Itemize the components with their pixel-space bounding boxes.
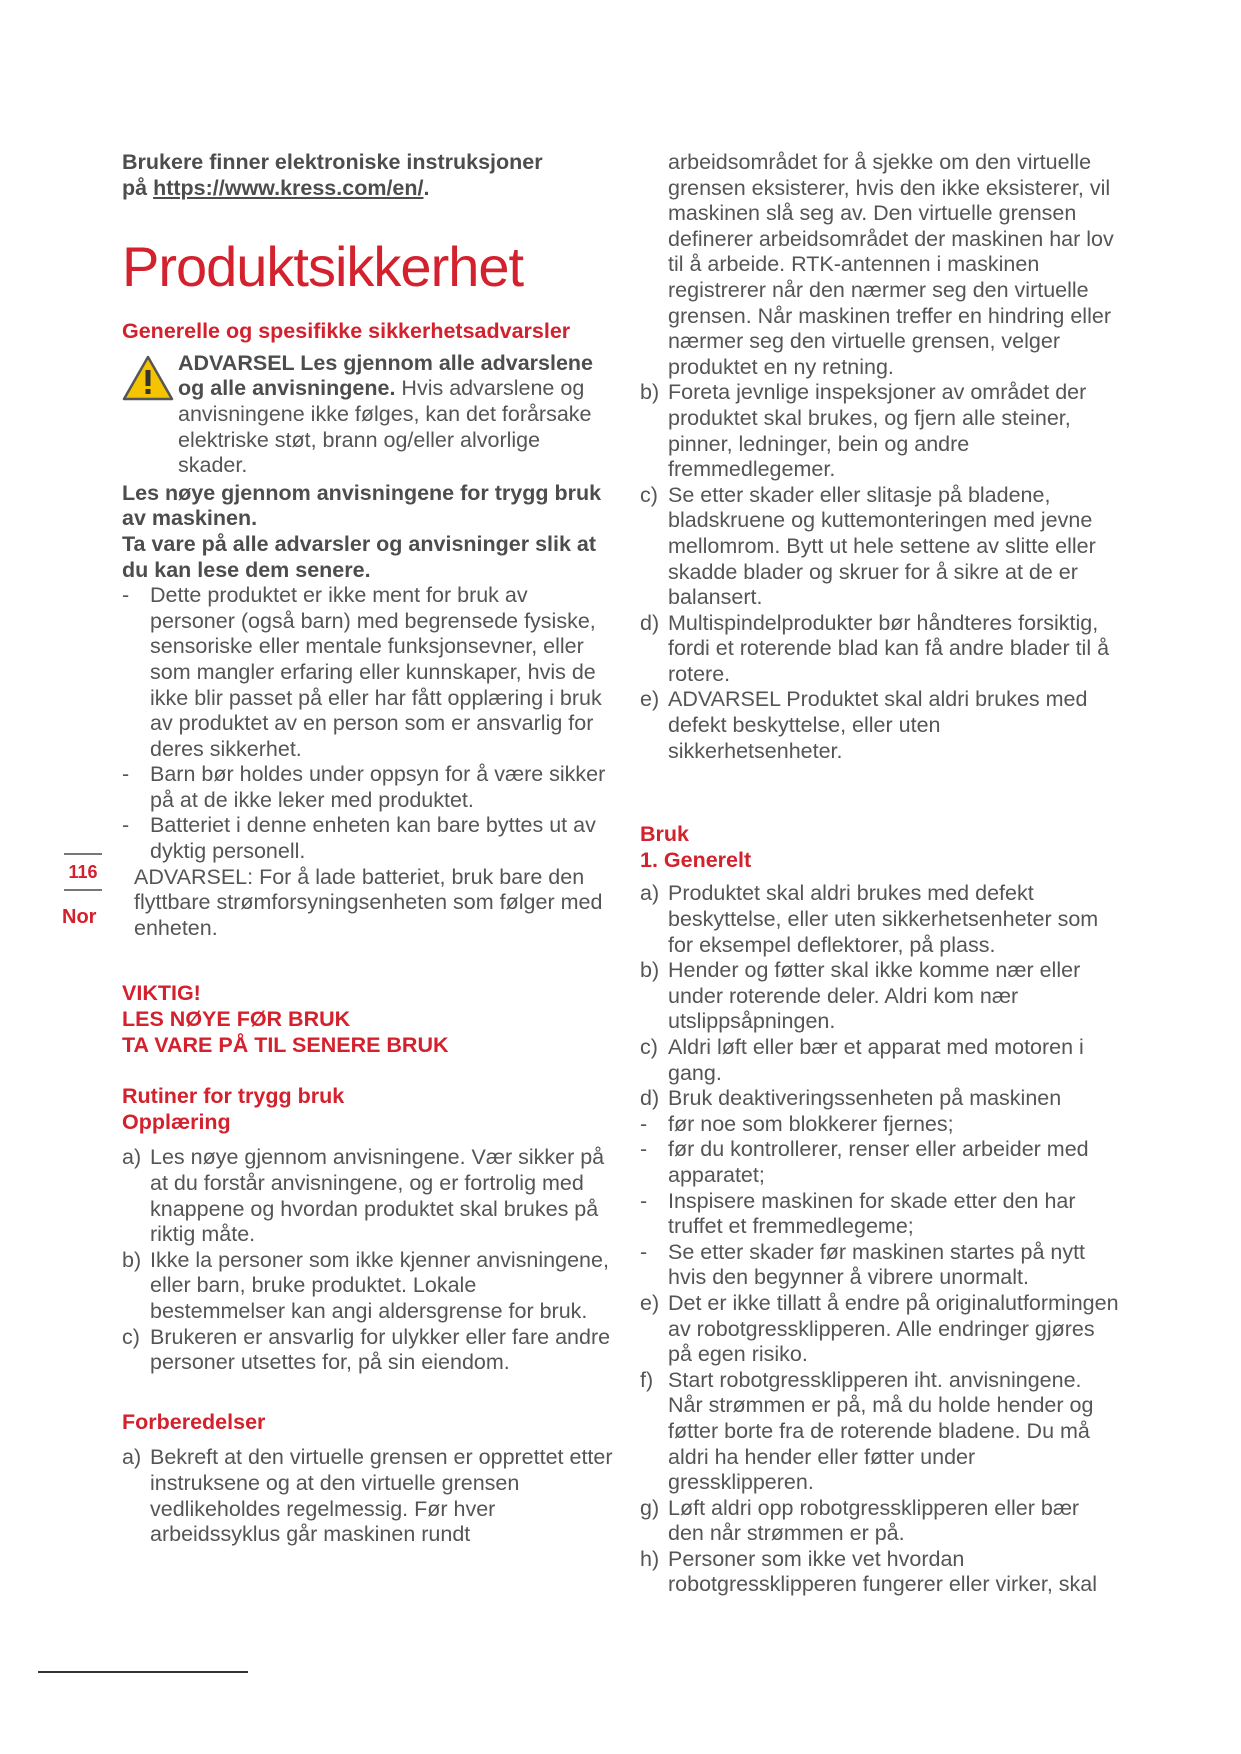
list-item-text: Dette produktet er ikke ment for bruk av personer (også barn) med begrensede fysiske, sensoriske eller mentale funksjonsevner, eller som mangler erfaring eller kunnskaper, hvis de ikke blir passet på eller har fått opplæring i bruk av produktet av en person som er ansvarlig for deres sikkerhet. <box>150 583 602 761</box>
heading-routines: Rutiner for trygg bruk <box>122 1084 345 1109</box>
warning-text: Hvis advarslene og anvisningene ikke følges, kan det forårsake elektriske støt, brann og/eller alvorlige skader. <box>178 376 592 478</box>
list-item: h) Personer som ikke vet hvordan robotgressklipperen fungerer eller virker, skal <box>640 1546 1098 1597</box>
list-item: - Dette produktet er ikke ment for bruk av personer (også barn) med begrensede fysiske, sensoriske eller mentale funksjonsevner, eller som mangler erfaring eller kunnskaper, hvis de ikke blir passet på eller har fått opplæring i bruk av produktet av en person som er ansvarlig for deres sikkerhet. <box>122 583 602 761</box>
intro-line1: Brukere finner elektroniske instruksjoner <box>122 150 543 174</box>
list-item: e) ADVARSEL Produktet skal aldri brukes med defekt beskyttelse, eller uten sikkerhetsenheter. <box>640 687 1088 763</box>
footer-rule <box>38 1671 248 1673</box>
kress-link[interactable]: https://www.kress.com/en/ <box>153 175 424 200</box>
continued-text: arbeidsområdet for å sjekke om den virtuelle grensen eksisterer, hvis den ikke eksisterer, vil maskinen slå seg av. Den virtuelle grensen definerer arbeidsområdet der maskinen har lov til å arbeide. RTK-antennen i maskinen registrerer når den nærmer seg den virtuelle grensen. Når maskinen treffer en hindring eller nærmer seg den virtuelle grensen, velger produktet en ny retning. <box>668 150 1114 379</box>
list-item-text: Det er ikke tillatt å endre på originalutformingen av robotgressklipperen. Alle endringer gjøres på egen risiko. <box>668 1290 1119 1367</box>
list-item-text: ADVARSEL Produktet skal aldri brukes med defekt beskyttelse, eller uten sikkerhetsenheter. <box>668 687 1088 763</box>
intro-suffix: . <box>423 175 430 200</box>
list-item-text: Hender og føtter skal ikke komme nær eller under roterende deler. Aldri kom nær utslippsåpningen. <box>668 958 1081 1034</box>
list-item-text: Inspisere maskinen for skade etter den har truffet et fremmedlegeme; <box>668 1188 1076 1239</box>
page-number-text: 116 <box>68 862 98 882</box>
warning-triangle-icon <box>122 355 174 401</box>
list-item: e) Det er ikke tillatt å endre på originalutformingen av robotgressklipperen. Alle endringer gjøres på egen risiko. <box>640 1290 1119 1367</box>
list-item-text: Multispindelprodukter bør håndteres forsiktig, fordi et roterende blad kan få andre blader til å rotere. <box>668 610 1110 686</box>
heading-general: 1. Generelt <box>640 847 752 872</box>
battery-warning: ADVARSEL: For å lade batteriet, bruk bare den flyttbare strømforsyningsenheten som følger med enheten. <box>134 864 603 940</box>
list-item: d) Multispindelprodukter bør håndteres forsiktig, fordi et roterende blad kan få andre blader til å rotere. <box>640 610 1110 686</box>
page-number-rule-bottom <box>64 889 102 891</box>
language-label: Nor <box>62 906 97 928</box>
list-item: g) Løft aldri opp robotgressklipperen eller bær den når strømmen er på. <box>640 1495 1080 1546</box>
list-item-text: Foreta jevnlige inspeksjoner av området der produktet skal brukes, og fjern alle steiner, pinner, ledninger, bein og andre fremmedlegemer. <box>668 380 1087 482</box>
list-item: - Barn bør holdes under oppsyn for å være sikker på at de ikke leker med produktet. <box>122 762 606 812</box>
list-item-text: Se etter skader før maskinen startes på nytt hvis den begynner å vibrere unormalt. <box>668 1239 1086 1290</box>
list-item: d) Bruk deaktiveringssenheten på maskinen <box>640 1086 1062 1111</box>
list-item-text: Start robotgressklipperen iht. anvisningene. Når strømmen er på, må du holde hender og føtter borte fra de roterende bladene. Du må aldri ha hender eller føtter under gressklipperen. <box>668 1367 1094 1495</box>
heading-training: Opplæring <box>122 1109 231 1134</box>
heading-preparations: Forberedelser <box>122 1409 266 1434</box>
warning-block <box>122 351 614 479</box>
page-number-rule-top <box>64 853 102 855</box>
list-item-text: Barn bør holdes under oppsyn for å være sikker på at de ikke leker med produktet. <box>150 762 606 812</box>
list-item-text: Ikke la personer som ikke kjenner anvisningene, eller barn, bruke produktet. Lokale bestemmelser kan angi aldersgrense for bruk. <box>150 1247 609 1323</box>
heading-use: Bruk <box>640 822 689 847</box>
list-item: c) Aldri løft eller bær et apparat med motoren i gang. <box>640 1035 1084 1085</box>
list-item-text: Bruk deaktiveringssenheten på maskinen <box>668 1086 1062 1111</box>
list-item: - før noe som blokkerer fjernes; <box>640 1111 954 1136</box>
list-item: - Batteriet i denne enheten kan bare byttes ut av dyktig personell. <box>122 813 596 864</box>
page-number <box>60 862 106 883</box>
read-instructions: Les nøye gjennom anvisningene for trygg bruk av maskinen. <box>122 480 602 531</box>
list-item: a) Bekreft at den virtuelle grensen er opprettet etter instruksene og at den virtuelle grensen vedlikeholdes regelmessig. Før hver arbeidssyklus går maskinen rundt <box>122 1445 613 1547</box>
list-item: a) Produktet skal aldri brukes med defekt beskyttelse, eller uten sikkerhetsenheter som for eksempel deflektorer, på plass. <box>640 881 1099 957</box>
list-item: - før du kontrollerer, renser eller arbeider med apparatet; <box>640 1137 1089 1187</box>
left-column <box>122 150 614 1548</box>
list-item-text: Se etter skader eller slitasje på bladene, bladskruene og kuttemonteringen med jevne mellomrom. Bytt ut hele settene av slitte eller skadde blader og skruer for å sikre at de er balansert. <box>668 482 1096 610</box>
list-item-text: Produktet skal aldri brukes med defekt beskyttelse, eller uten sikkerhetsenheter som for eksempel deflektorer, på plass. <box>668 881 1099 957</box>
intro-prefix: på <box>122 175 154 200</box>
list-item-text: før noe som blokkerer fjernes; <box>668 1111 954 1136</box>
list-item: - Inspisere maskinen for skade etter den har truffet et fremmedlegeme; <box>640 1188 1076 1239</box>
warning-bold: ADVARSEL Les gjennom alle advarslene og alle anvisningene. <box>178 350 594 401</box>
list-item-text: Batteriet i denne enheten kan bare byttes ut av dyktig personell. <box>150 813 596 864</box>
list-item: b) Foreta jevnlige inspeksjoner av området der produktet skal brukes, og fjern alle steiner, pinner, ledninger, bein og andre fremmedlegemer. <box>640 380 1087 482</box>
list-item: a) Les nøye gjennom anvisningene. Vær sikker på at du forstår anvisningene, og er fortrolig med knappene og hvordan produktet skal brukes på riktig måte. <box>122 1145 605 1247</box>
important-line-keep: TA VARE PÅ TIL SENERE BRUK <box>122 1032 449 1057</box>
important-title: VIKTIG! <box>122 981 201 1006</box>
right-column <box>640 150 1120 1598</box>
list-item: c) Se etter skader eller slitasje på bladene, bladskruene og kuttemonteringen med jevne mellomrom. Bytt ut hele settene av slitte eller skadde blader og skruer for å sikre at de er balansert. <box>640 482 1096 610</box>
list-item: c) Brukeren er ansvarlig for ulykker eller fare andre personer utsettes for, på sin eiendom. <box>122 1324 611 1375</box>
intro-text <box>122 150 614 201</box>
list-item-text: Brukeren er ansvarlig for ulykker eller fare andre personer utsettes for, på sin eiendom. <box>150 1324 611 1375</box>
list-item-text: Løft aldri opp robotgressklipperen eller bær den når strømmen er på. <box>668 1495 1080 1546</box>
list-item-text: Aldri løft eller bær et apparat med motoren i gang. <box>668 1035 1084 1085</box>
list-item: b) Ikke la personer som ikke kjenner anvisningene, eller barn, bruke produktet. Lokale bestemmelser kan angi aldersgrense for bruk. <box>122 1247 609 1323</box>
page-title: Produktsikkerhet <box>122 235 524 299</box>
list-item: - Se etter skader før maskinen startes på nytt hvis den begynner å vibrere unormalt. <box>640 1239 1086 1290</box>
list-item-text: før du kontrollerer, renser eller arbeider med apparatet; <box>668 1137 1089 1187</box>
list-item-text: Personer som ikke vet hvordan robotgressklipperen fungerer eller virker, skal <box>668 1546 1098 1597</box>
list-item: b) Hender og føtter skal ikke komme nær eller under roterende deler. Aldri kom nær utslippsåpningen. <box>640 958 1081 1034</box>
list-item-text: Bekreft at den virtuelle grensen er opprettet etter instruksene og at den virtuelle grensen vedlikeholdes regelmessig. Før hver arbeidssyklus går maskinen rundt <box>150 1445 613 1547</box>
important-line-read: LES NØYE FØR BRUK <box>122 1007 351 1032</box>
list-item-text: Les nøye gjennom anvisningene. Vær sikker på at du forstår anvisningene, og er fortrolig med knappene og hvordan produktet skal brukes på riktig måte. <box>150 1145 605 1247</box>
keep-instructions: Ta vare på alle advarsler og anvisninger slik at du kan lese dem senere. <box>122 531 597 582</box>
list-item: f) Start robotgressklipperen iht. anvisningene. Når strømmen er på, må du holde hender og føtter borte fra de roterende bladene. Du må aldri ha hender eller føtter under gressklipperen. <box>640 1367 1094 1495</box>
heading-general-warnings: Generelle og spesifikke sikkerhetsadvarsler <box>122 319 571 344</box>
important-block <box>122 981 614 1058</box>
